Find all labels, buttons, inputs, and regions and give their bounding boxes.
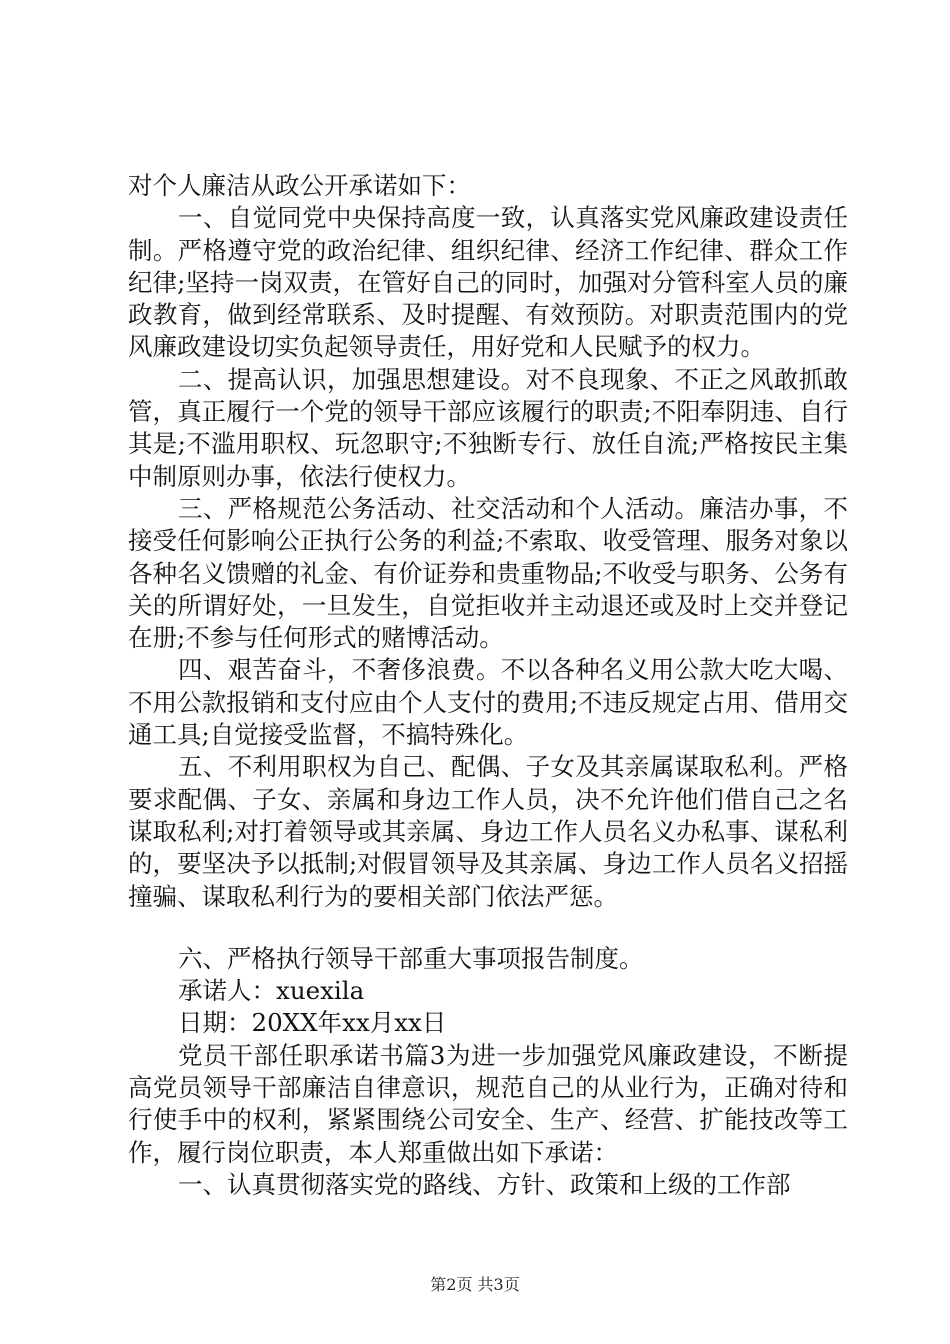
paragraph-item-1: 一、自觉同党中央保持高度一致，认真落实党风廉政建设责任制。严格遵守党的政治纪律、组织纪律、经济工作纪律、群众工作纪律;坚持一岗双责，在管好自己的同时，加强对分管科室人员的廉政教育，做到经常联系、及时提醒、有效预防。对职责范围内的党风廉政建设切实负起领导责任，用好党和人民赋予的权力。 (128, 203, 848, 362)
paragraph-item-5: 五、不利用职权为自己、配偶、子女及其亲属谋取私利。严格要求配偶、子女、亲属和身边工作人员，决不允许他们借自己之名谋取私利;对打着领导或其亲属、身边工作人员名义办私事、谋私利的，要坚决予以抵制;对假冒领导及其亲属、身边工作人员名义招摇撞骗、谋取私利行为的要相关部门依法严惩。 (128, 752, 848, 911)
paragraph-section-3-item-1: 一、认真贯彻落实党的路线、方针、政策和上级的工作部 (178, 1169, 791, 1199)
signatory-line: 承诺人：xuexila (178, 976, 365, 1006)
paragraph-item-2: 二、提高认识，加强思想建设。对不良现象、不正之风敢抓敢管，真正履行一个党的领导干部应该履行的职责;不阳奉阴违、自行其是;不滥用职权、玩忽职守;不独断专行、放任自流;严格按民主集中制原则办事，依法行使权力。 (128, 364, 848, 491)
paragraph-intro: 对个人廉洁从政公开承诺如下： (128, 171, 471, 200)
paragraph-item-3: 三、严格规范公务活动、社交活动和个人活动。廉洁办事，不接受任何影响公正执行公务的利益;不索取、收受管理、服务对象以各种名义馈赠的礼金、有价证券和贵重物品;不收受与职务、公务有关的所谓好处，一旦发生，自觉拒收并主动退还或及时上交并登记在册;不参与任何形式的赌博活动。 (128, 493, 848, 653)
paragraph-item-4: 四、艰苦奋斗，不奢侈浪费。不以各种名义用公款大吃大喝、不用公款报销和支付应由个人支付的费用;不违反规定占用、借用交通工具;自觉接受监督，不搞特殊化。 (128, 655, 848, 750)
document-body (128, 170, 848, 1201)
date-line: 日期：20XX年xx月xx日 (178, 1008, 447, 1038)
paragraph-item-6: 六、严格执行领导干部重大事项报告制度。 (178, 943, 644, 973)
paragraph-section-3-intro: 党员干部任职承诺书篇3为进一步加强党风廉政建设，不断提高党员领导干部廉洁自律意识，规范自己的从业行为，正确对待和行使手中的权利，紧紧围绕公司安全、生产、经营、扩能技改等工作，履行岗位职责，本人郑重做出如下承诺： (128, 1040, 848, 1167)
page-number-footer: 第2页 共3页 (430, 1275, 520, 1294)
